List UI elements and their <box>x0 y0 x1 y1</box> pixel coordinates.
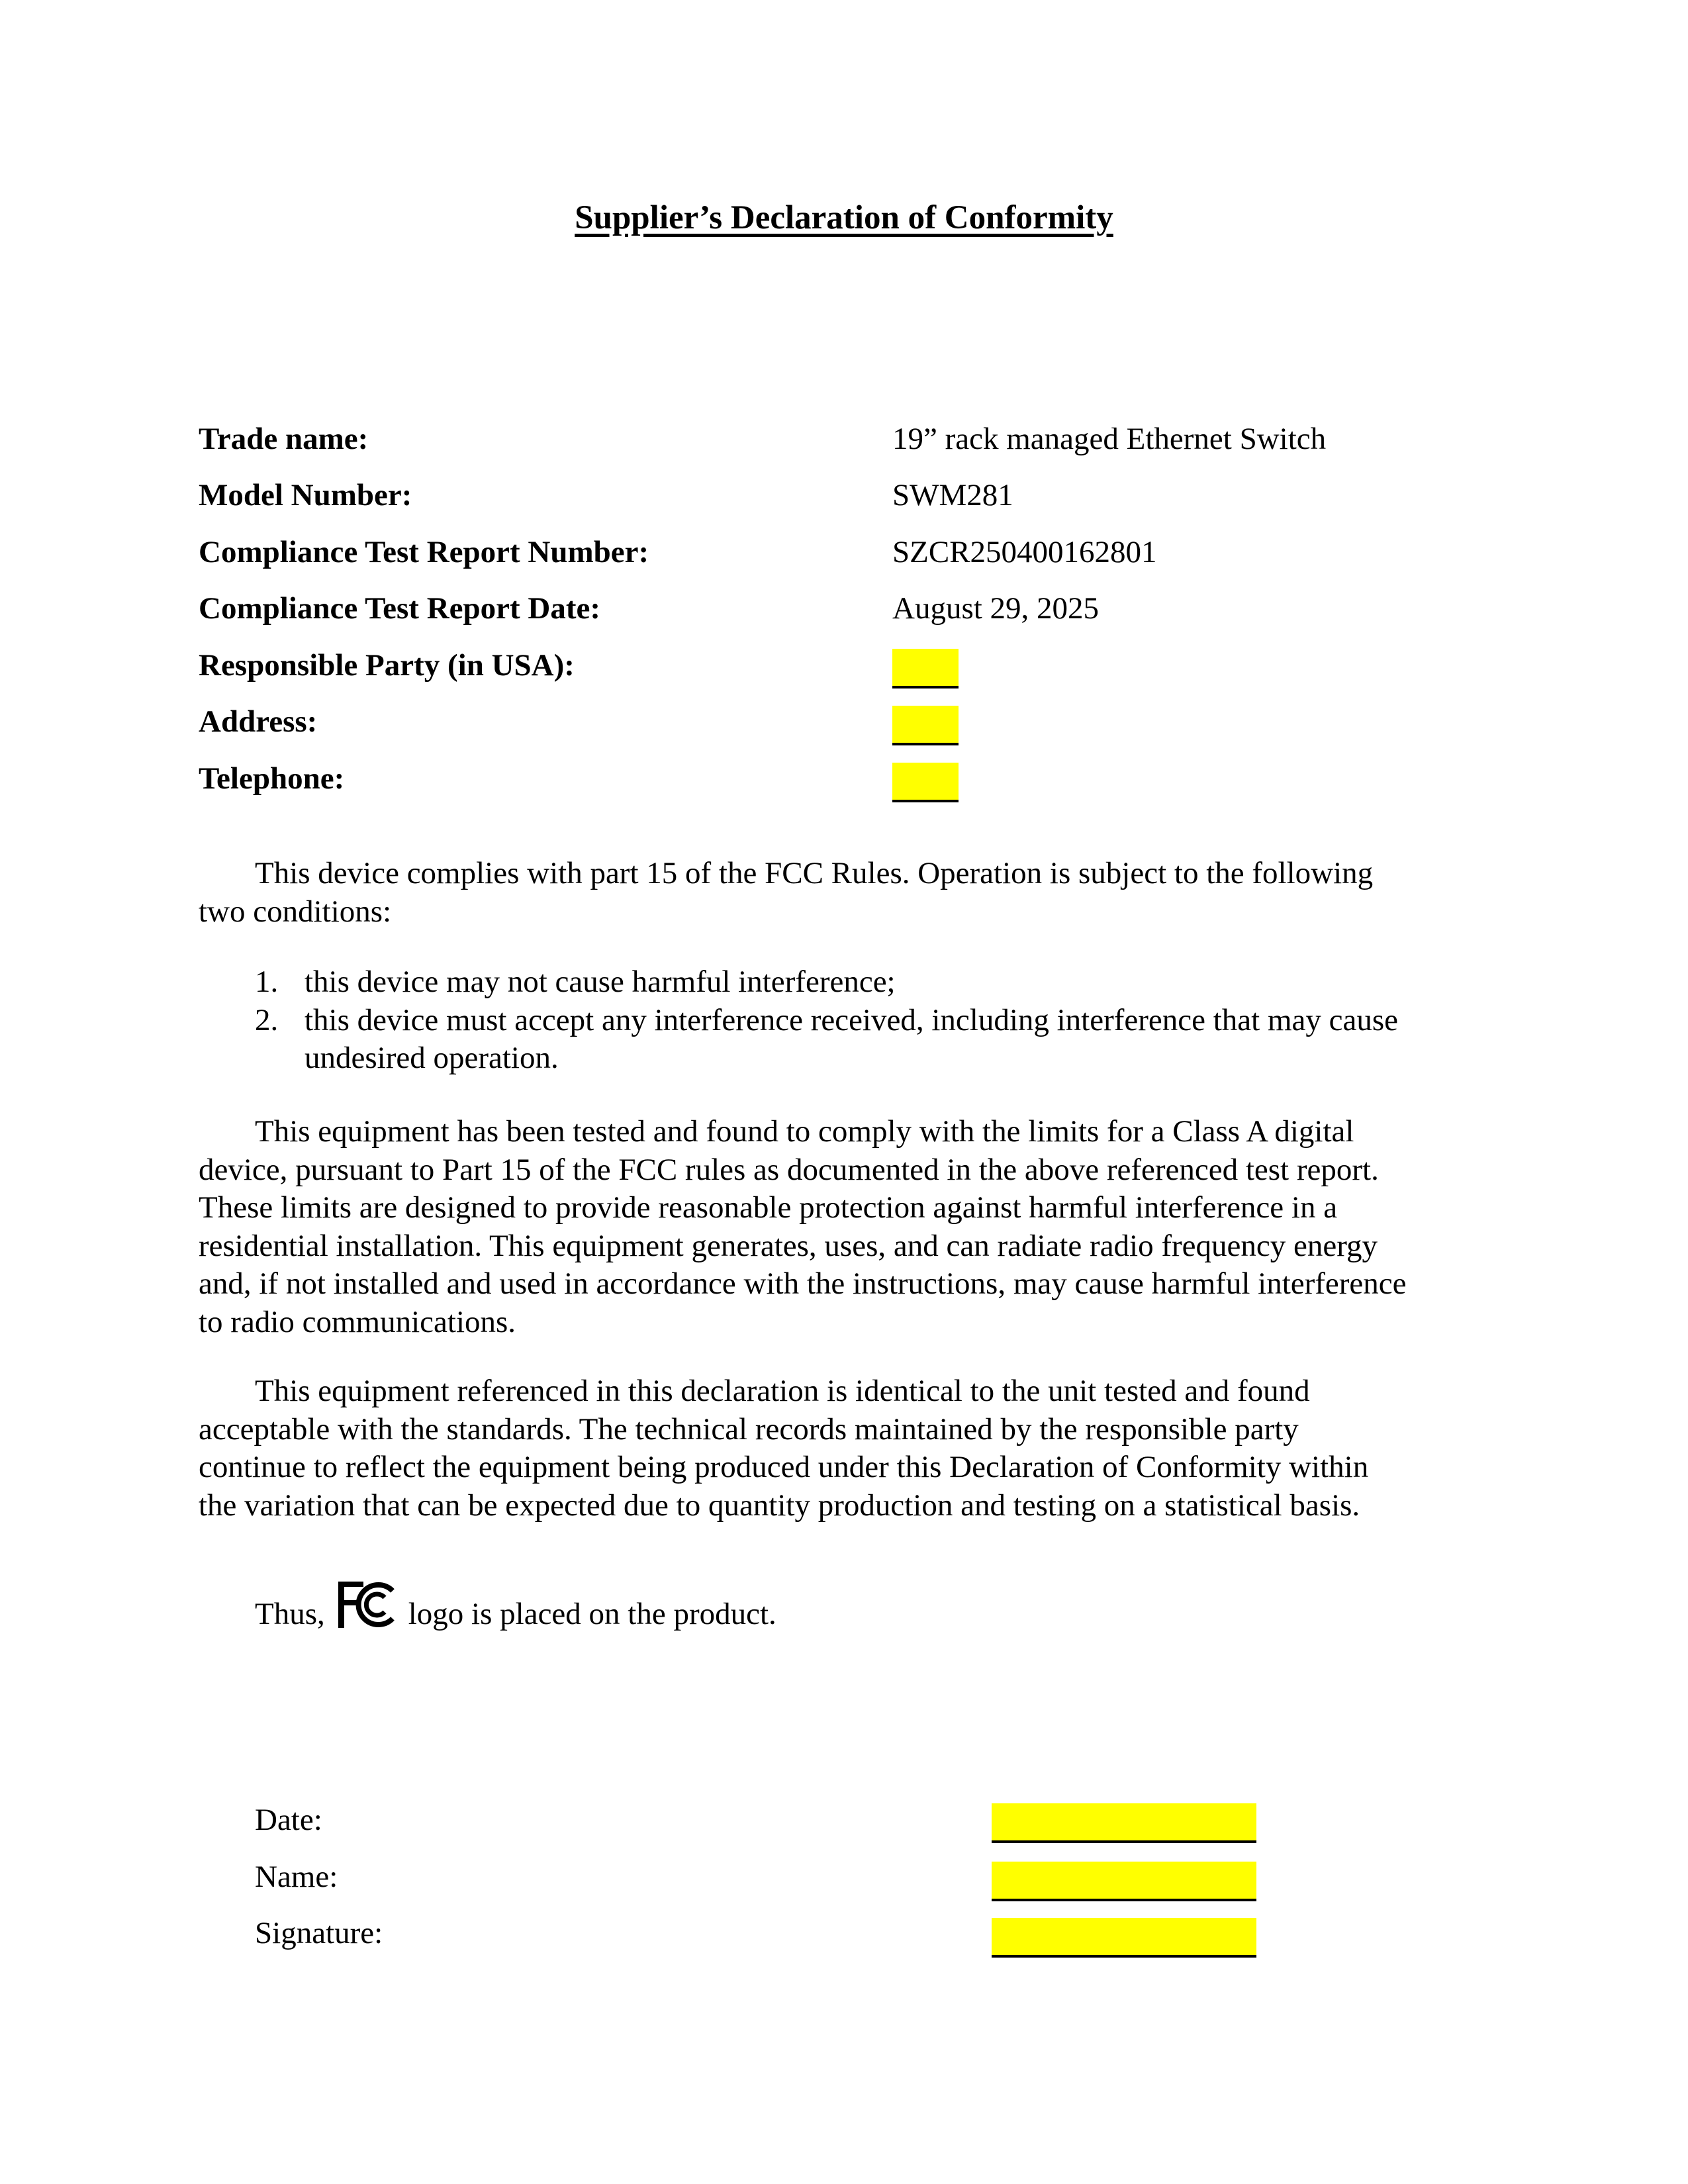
telephone-field[interactable] <box>892 763 959 802</box>
list-number: 1. <box>255 965 279 999</box>
address-label: Address: <box>199 704 318 739</box>
page-title <box>0 199 1688 237</box>
paragraph-line: This equipment has been tested and found to comply with the limits for a Class A digital <box>255 1114 1354 1149</box>
class-a-paragraph <box>199 1113 1496 1341</box>
paragraph-line: This device complies with part 15 of the FCC Rules. Operation is subject to the following <box>255 856 1374 890</box>
fcc-logo-sentence <box>255 1582 776 1632</box>
page-title-text: Supplier’s Declaration of Conformity <box>575 199 1113 236</box>
list-item <box>255 1002 1398 1040</box>
logo-sentence-prefix: Thus, <box>255 1597 325 1631</box>
responsible-party-field[interactable] <box>892 649 959 688</box>
responsible-party-label: Responsible Party (in USA): <box>199 648 575 683</box>
paragraph-line: device, pursuant to Part 15 of the FCC rules as documented in the above referenced test report. <box>199 1152 1379 1187</box>
signature-label: Signature: <box>255 1916 383 1950</box>
fcc-logo-icon <box>337 1582 397 1628</box>
paragraph-line: acceptable with the standards. The technical records maintained by the responsible party <box>199 1411 1299 1447</box>
report-date-value: August 29, 2025 <box>892 591 1100 626</box>
date-label: Date: <box>255 1803 322 1837</box>
name-label: Name: <box>255 1860 338 1894</box>
date-field[interactable] <box>992 1803 1256 1843</box>
address-field[interactable] <box>892 706 959 745</box>
trade-name-value: 19” rack managed Ethernet Switch <box>892 422 1327 456</box>
signature-field[interactable] <box>992 1918 1256 1958</box>
model-number-label: Model Number: <box>199 478 412 512</box>
report-number-value: SZCR250400162801 <box>892 535 1157 569</box>
paragraph-line: residential installation. This equipment generates, uses, and can radiate radio frequency energy <box>199 1228 1378 1263</box>
paragraph-line: the variation that can be expected due to quantity production and testing on a statistical basis. <box>199 1488 1360 1523</box>
list-item <box>255 963 1398 1002</box>
list-text: this device must accept any interference received, including interference that may cause <box>305 1002 1399 1037</box>
identical-equipment-paragraph <box>199 1372 1496 1525</box>
paragraph-line: and, if not installed and used in accordance with the instructions, may cause harmful interference <box>199 1266 1407 1301</box>
model-number-value: SWM281 <box>892 478 1013 512</box>
telephone-label: Telephone: <box>199 761 345 796</box>
compliance-paragraph <box>199 855 1496 931</box>
report-number-label: Compliance Test Report Number: <box>199 535 649 569</box>
paragraph-line: This equipment referenced in this declaration is identical to the unit tested and found <box>255 1374 1310 1408</box>
conditions-list <box>255 963 1398 1078</box>
name-field[interactable] <box>992 1862 1256 1901</box>
list-text: this device may not cause harmful interference; <box>305 965 896 999</box>
report-date-label: Compliance Test Report Date: <box>199 591 601 626</box>
paragraph-line: two conditions: <box>199 894 392 929</box>
logo-sentence-suffix: logo is placed on the product. <box>408 1597 776 1631</box>
paragraph-line: to radio communications. <box>199 1304 516 1339</box>
paragraph-line: These limits are designed to provide reasonable protection against harmful interference in a <box>199 1190 1338 1225</box>
list-item-continuation: undesired operation. <box>305 1041 559 1075</box>
list-number: 2. <box>255 1002 279 1037</box>
paragraph-line: continue to reflect the equipment being produced under this Declaration of Conformity within <box>199 1450 1369 1484</box>
trade-name-label: Trade name: <box>199 422 369 456</box>
